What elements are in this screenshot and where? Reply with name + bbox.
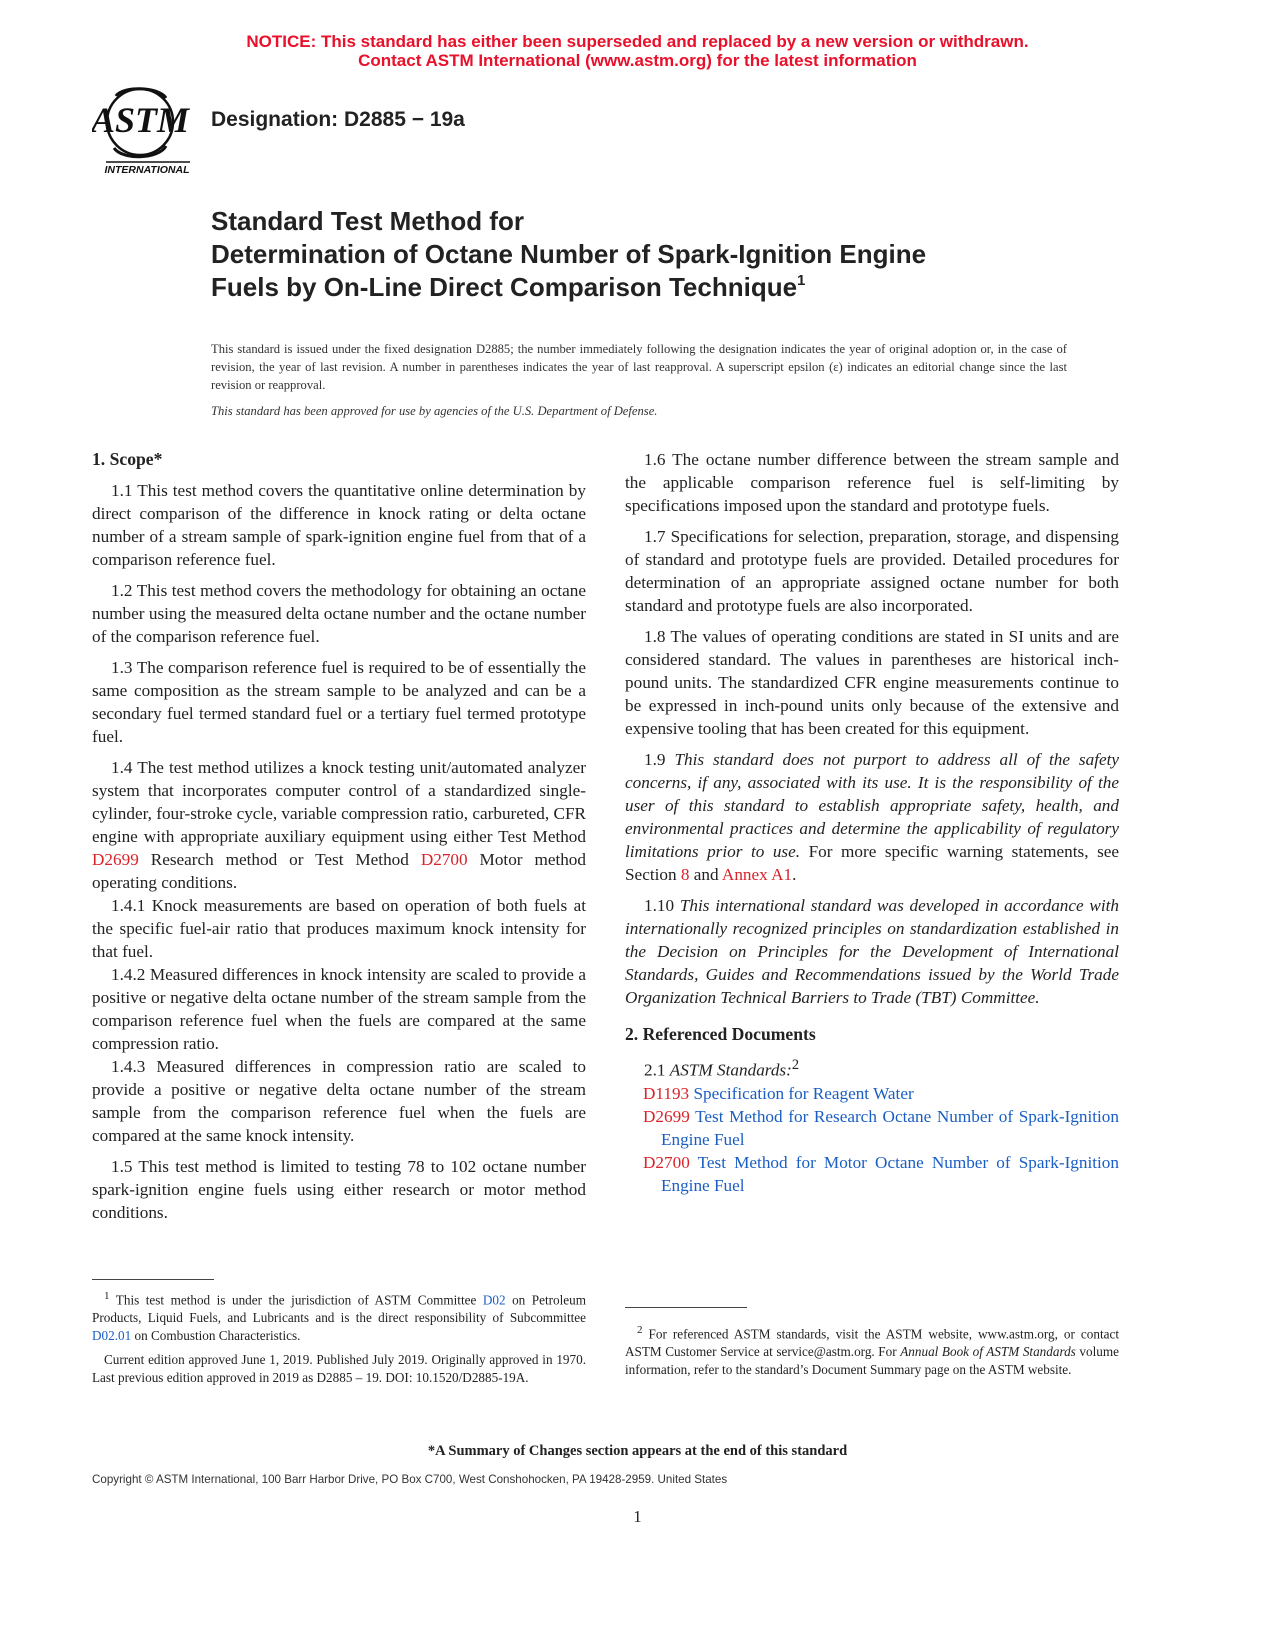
footnote-2-text [625,1321,1119,1379]
reference-code[interactable]: D1193 [643,1083,690,1103]
paragraph-1-4-3: 1.4.3 Measured differences in compression ratio are scaled to provide a positive or negative delta octane number of the stream sample from the comparison reference fuel when the fuels are compared at the same knock intensity. [92,1057,586,1145]
paragraph-1-10 [625,894,1119,1009]
paragraph-1-5: 1.5 This test method is limited to testing 78 to 102 octane number spark-ignition engine fuels using either research or motor method conditions. [92,1157,586,1222]
paragraph-1-1: 1.1 This test method covers the quantitative online determination by direct comparison of the difference in knock rating or delta octane number of a stream sample of spark-ignition engine fuel from that of a comparison reference fuel. [92,481,586,569]
dod-approval-note: This standard has been approved for use by agencies of the U.S. Department of Defense. [211,404,658,418]
footnote-1-edition: Current edition approved June 1, 2019. Published July 2019. Originally approved in 1970. Last previous edition approved in 2019 as D2885 – 19. DOI: 10.1520/D2885-19A. [92,1352,586,1386]
reference-title[interactable]: Test Method for Motor Octane Number of Spark-Ignition Engine Fuel [661,1152,1119,1195]
paragraph-1-9-number: 1.9 [644,750,675,769]
paragraph-1-4-2: 1.4.2 Measured differences in knock intensity are scaled to provide a positive or negative delta octane number of the stream sample from the comparison reference fuel when the fuels are compared at the same compression ratio. [92,965,586,1053]
paragraph-2-1-number: 2.1 [644,1060,670,1080]
notice-line-1: NOTICE: This standard has either been superseded and replaced by a new version or withdrawn. [246,32,1029,51]
reference-d1193[interactable] [625,1082,1119,1105]
reference-d2699[interactable] [625,1105,1119,1151]
footnote-2 [625,1321,1119,1385]
reference-code[interactable]: D2699 [643,1106,690,1126]
paragraph-1-9-text-b: For more specific warning statements, see Section [625,842,1120,884]
footnote-2-text-b: volume information, refer to the standard’s Document Summary page on the ASTM website. [625,1344,1119,1378]
paragraph-1-7: 1.7 Specifications for selection, preparation, storage, and dispensing of standard and prototype fuels are provided. Detailed procedures for determination of an appropriate assigned octane number for both standard and prototype fuels are also incorporated. [625,527,1119,615]
designation: Designation: D2885 − 19a [211,108,465,131]
svg-text:ASTM: ASTM [92,100,190,140]
footnote-1-text-c: on Combustion Characteristics. [131,1328,301,1344]
paragraph-1-9 [625,748,1119,886]
copyright-line: Copyright © ASTM International, 100 Barr Harbor Drive, PO Box C700, West Conshohocken, PA 19428-2959. United States [92,1473,728,1486]
logo-text: INTERNATIONAL [104,164,190,176]
link-annex-a1[interactable]: Annex A1 [721,865,793,884]
title-line-2: Determination of Octane Number of Spark-Ignition Engine [211,239,927,269]
notice-line-2: Contact ASTM International (www.astm.org) for the latest information [358,51,917,70]
footnote-1-text-b: on Petroleum Products, Liquid Fuels, and Lubricants and is the direct responsibility of Subcommittee [92,1292,586,1326]
wto-statement: This international standard was developed in accordance with internationally recognized principles on standardization established in the Decision on Principles for the Development of International Standards, Guides and Recommendations issued by the World Trade Organization Technical Barriers to Trade (TBT) Committee. [625,896,1120,1007]
summary-of-changes-note: *A Summary of Changes section appears at the end of this standard [427,1443,848,1459]
page-number: 1 [633,1507,642,1526]
paragraph-2-1 [625,1054,1119,1082]
paragraph-1-9-text-d: . [792,865,797,884]
link-section-8[interactable]: 8 [680,865,690,884]
paragraph-1-4-text-a: 1.4 The test method utilizes a knock testing unit/automated analyzer system that incorporates computer control of a standardized single-cylinder, four-stroke cycle, variable compression ratio, carbureted, CFR engine with appropriate auxiliary equipment using either Test Method [92,758,586,846]
paragraph-1-6: 1.6 The octane number difference between the stream sample and the applicable comparison reference fuel is self-limiting by specifications imposed upon the standard and prototype fuels. [625,450,1119,515]
footnote-rule-left [92,1279,214,1280]
document-title [211,205,1071,304]
footnote-1-text-a: This test method is under the jurisdiction of ASTM Committee [115,1292,483,1308]
footnote-2-mark-ref: 2 [791,1057,800,1073]
link-d02-01[interactable]: D02.01 [92,1328,132,1344]
reference-title[interactable]: Test Method for Research Octane Number of Spark-Ignition Engine Fuel [661,1106,1119,1149]
annual-book-title: Annual Book of ASTM Standards [900,1344,1076,1360]
title-footnote-mark: 1 [797,272,806,289]
paragraph-1-4-1: 1.4.1 Knock measurements are based on operation of both fuels at the specific fuel-air ratio that produces maximum knock intensity for that fuel. [92,896,586,961]
link-d2699[interactable]: D2699 [92,850,139,869]
paragraph-1-8: 1.8 The values of operating conditions are stated in SI units and are considered standard. The values in parentheses are historical inch-pound units. The standardized CFR engine measurements continue to be expressed in inch-pound units only because of the extensive and expensive tooling that has been created for this equipment. [625,627,1119,738]
title-line-1: Standard Test Method for [211,206,524,236]
paragraph-1-4-text-b: Research method or Test Method [138,850,421,869]
link-d2700[interactable]: D2700 [420,850,468,869]
section-heading-referenced-documents: 2. Referenced Documents [625,1024,816,1044]
issuance-statement: This standard is issued under the fixed designation D2885; the number immediately following the designation indicates the year of original adoption or, in the case of revision, the year of last revision. A number in parentheses indicates the year of last reapproval. A superscript epsilon (ε) indicates an editorial change since the last revision or reapproval. [211,342,1067,392]
link-d02[interactable]: D02 [482,1292,506,1308]
astm-logo [92,82,202,178]
paragraph-1-4 [92,756,586,894]
paragraph-1-2: 1.2 This test method covers the methodology for obtaining an octane number using the measured delta octane number and the octane number of the comparison reference fuel. [92,581,586,646]
paragraph-1-3: 1.3 The comparison reference fuel is required to be of essentially the same composition as the stream sample to be analyzed and can be a secondary fuel termed standard fuel or a tertiary fuel termed prototype fuel. [92,658,586,746]
astm-standards-label: ASTM Standards: [669,1060,792,1080]
footnote-2-text-a: For referenced ASTM standards, visit the ASTM website, www.astm.org, or contact ASTM Customer Service at service@astm.org. For [625,1326,1119,1360]
right-column [625,448,1119,1197]
title-line-3 [211,271,1071,304]
reference-title[interactable]: Specification for Reagent Water [689,1083,914,1103]
safety-statement: This standard does not purport to address all of the safety concerns, if any, associated with its use. It is the responsibility of the user of this standard to establish appropriate safety, health, and environmental practices and determine the applicability of regulatory limitations prior to use. [625,750,1120,861]
reference-code[interactable]: D2700 [643,1152,690,1172]
reference-d2700[interactable] [625,1151,1119,1197]
footnote-1 [92,1287,586,1393]
footnote-2-mark: 2 [637,1324,643,1336]
section-heading-scope: 1. Scope* [92,449,163,469]
footnote-1-mark: 1 [104,1290,110,1302]
title-line-3-text: Fuels by On-Line Direct Comparison Technique [211,272,798,302]
footnote-1-text [92,1287,586,1345]
footnote-rule-right [625,1307,747,1308]
astm-logo-mark [92,82,202,178]
paragraph-1-9-text-c: and [689,865,722,884]
notice-banner [0,32,1275,70]
left-column [92,448,586,1232]
paragraph-1-10-number: 1.10 [644,896,680,915]
paragraph-1-4-text-c: Motor method operating conditions. [92,850,586,892]
